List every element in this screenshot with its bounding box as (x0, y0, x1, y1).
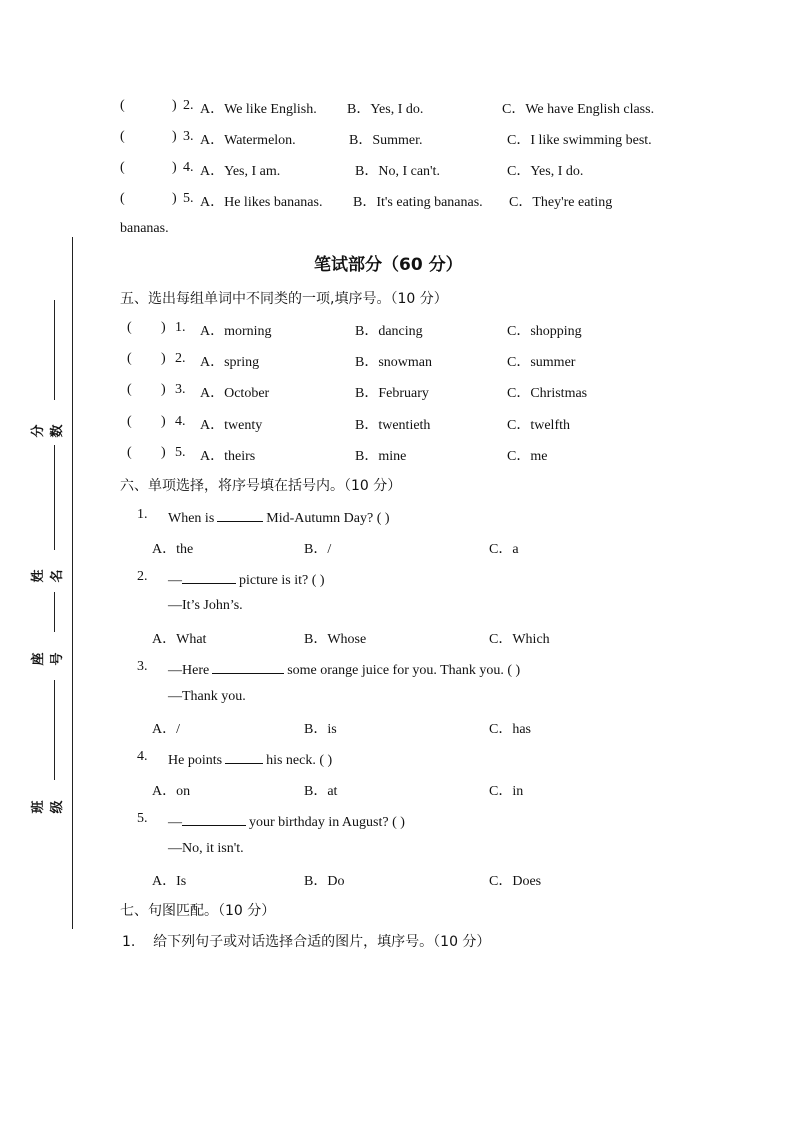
reply-text: —No, it isn't. (168, 841, 244, 856)
section-heading: 五、选出每组单词中不同类的一项,填序号。（10 分） (120, 291, 448, 307)
question-number: 5. (137, 811, 148, 826)
option-b: B．at (304, 784, 338, 799)
option-a: A．What (152, 632, 207, 647)
question-text: When is Mid-Autumn Day? ( ) (168, 507, 390, 527)
reply-text: —Thank you. (168, 689, 246, 704)
option-b: B．is (304, 722, 337, 737)
question-text: — picture is it? ( ) (168, 569, 325, 589)
class-underline (54, 680, 55, 780)
name-underline (54, 445, 55, 550)
question-text: — your birthday in August? ( ) (168, 811, 405, 831)
option-a: A．on (152, 784, 191, 799)
name-label: 姓名 (31, 569, 65, 583)
option-c: C．Which (489, 632, 550, 647)
sub-instruction: 1. 给下列句子或对话选择合适的图片，填序号。（10 分） (122, 934, 491, 950)
seat-underline (54, 592, 55, 632)
answer-blank[interactable] (225, 749, 263, 764)
score-underline (54, 300, 55, 400)
option-b: B．Whose (304, 632, 367, 647)
answer-blank[interactable] (182, 811, 246, 826)
option-a: A．/ (152, 722, 180, 737)
answer-blank[interactable] (182, 569, 236, 584)
option-c: C．Does (489, 874, 542, 889)
option-a: A．Is (152, 874, 187, 889)
option-a: A．the (152, 542, 194, 557)
option-c: C．a (489, 542, 519, 557)
question-text: He points his neck. ( ) (168, 749, 332, 769)
question-number: 2. (137, 569, 148, 584)
wrapped-text: bananas. (120, 221, 169, 236)
answer-blank[interactable] (212, 659, 284, 674)
section-heading: 七、句图匹配。（10 分） (120, 903, 276, 919)
seat-label: 座号 (31, 652, 65, 666)
binding-margin-line (72, 237, 73, 929)
option-c: C．in (489, 784, 524, 799)
reply-text: —It’s John’s. (168, 598, 243, 613)
option-b: B．/ (304, 542, 332, 557)
class-label: 班级 (31, 800, 65, 814)
question-number: 4. (137, 749, 148, 764)
answer-blank[interactable] (217, 507, 263, 522)
section-title: 笔试部分（60 分） (314, 255, 463, 275)
option-c: C．has (489, 722, 531, 737)
score-label: 分数 (31, 424, 65, 438)
question-number: 1. (137, 507, 148, 522)
option-b: B．Do (304, 874, 345, 889)
question-text: —Here some orange juice for you. Thank you. ( ) (168, 659, 520, 679)
question-number: 3. (137, 659, 148, 674)
section-heading: 六、单项选择，将序号填在括号内。（10 分） (120, 478, 402, 494)
